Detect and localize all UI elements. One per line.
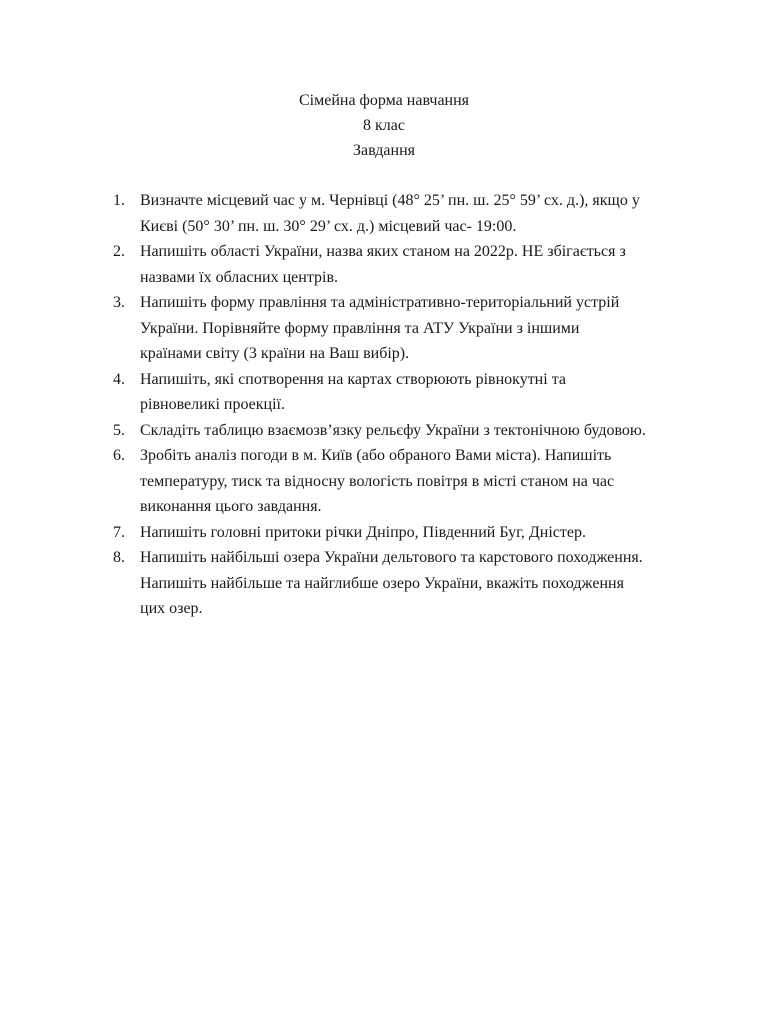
task-text <box>140 239 693 290</box>
task-text-line: Визначте місцевий час у м. Чернівці (48° 25’ пн. ш. 25° 59’ сх. д.), якщо у <box>140 192 640 209</box>
task-text-line: країнами світу (3 країни на Ваш вибір). <box>140 345 410 362</box>
task-text-line: Напишіть найбільше та найглибше озеро України, вкажіть походження <box>140 574 624 592</box>
task-item <box>113 443 693 520</box>
task-number: 1. <box>113 192 125 209</box>
task-item <box>113 367 693 418</box>
task-item <box>113 545 693 622</box>
document-header <box>0 88 768 163</box>
task-item <box>113 520 693 546</box>
task-item <box>113 239 693 290</box>
task-number: 5. <box>113 421 125 439</box>
task-number: 3. <box>113 294 125 311</box>
task-text-line: Напишіть головні притоки річки Дніпро, Південний Буг, Дністер. <box>140 523 586 541</box>
task-text-line: Напишіть області України, назва яких станом на 2022р. НЕ збігається з <box>140 243 626 260</box>
document-title: Сімейна форма навчання <box>298 92 470 109</box>
task-text-line: Напишіть, які спотворення на картах створюють рівнокутні та <box>140 370 566 388</box>
task-text-line: рівновеликі проекції. <box>140 396 285 413</box>
task-number: 6. <box>113 447 125 464</box>
tasks-heading: Завдання <box>353 142 415 159</box>
task-text <box>140 520 693 546</box>
task-item <box>113 418 693 444</box>
task-text-line: Києві (50° 30’ пн. ш. 30° 29’ сх. д.) місцевий час- 19:00. <box>140 217 517 235</box>
task-text <box>140 418 693 444</box>
task-number: 2. <box>113 243 125 260</box>
task-text-line: Зробіть аналіз погоди в м. Київ (або обраного Вами міста). Напишіть <box>140 447 612 464</box>
task-text <box>140 545 693 622</box>
task-text <box>140 443 693 520</box>
task-text-line: температуру, тиск та відносну вологість повітря в місті станом на час <box>140 472 615 490</box>
task-number: 4. <box>113 370 125 388</box>
task-text <box>140 367 693 418</box>
task-item <box>113 290 693 367</box>
task-text-line: назвами їх обласних центрів. <box>140 268 339 286</box>
task-list <box>113 188 693 622</box>
task-item <box>113 188 693 239</box>
task-number: 7. <box>113 523 125 541</box>
task-text <box>140 290 693 367</box>
task-text-line: Напишіть найбільші озера України дельтового та карстового походження. <box>140 549 643 566</box>
task-text-line: цих озер. <box>140 600 203 617</box>
task-text-line: Напишіть форму правління та адміністративно-територіальний устрій <box>140 294 620 311</box>
task-text-line: України. Порівняйте форму правління та АТУ України з іншими <box>140 319 580 337</box>
task-text <box>140 188 693 239</box>
task-text-line: Складіть таблицю взаємозв’язку рельєфу України з тектонічною будовою. <box>140 421 646 439</box>
task-text-line: виконання цього завдання. <box>140 498 322 515</box>
grade-label: 8 клас <box>363 117 405 134</box>
task-number: 8. <box>113 549 125 566</box>
